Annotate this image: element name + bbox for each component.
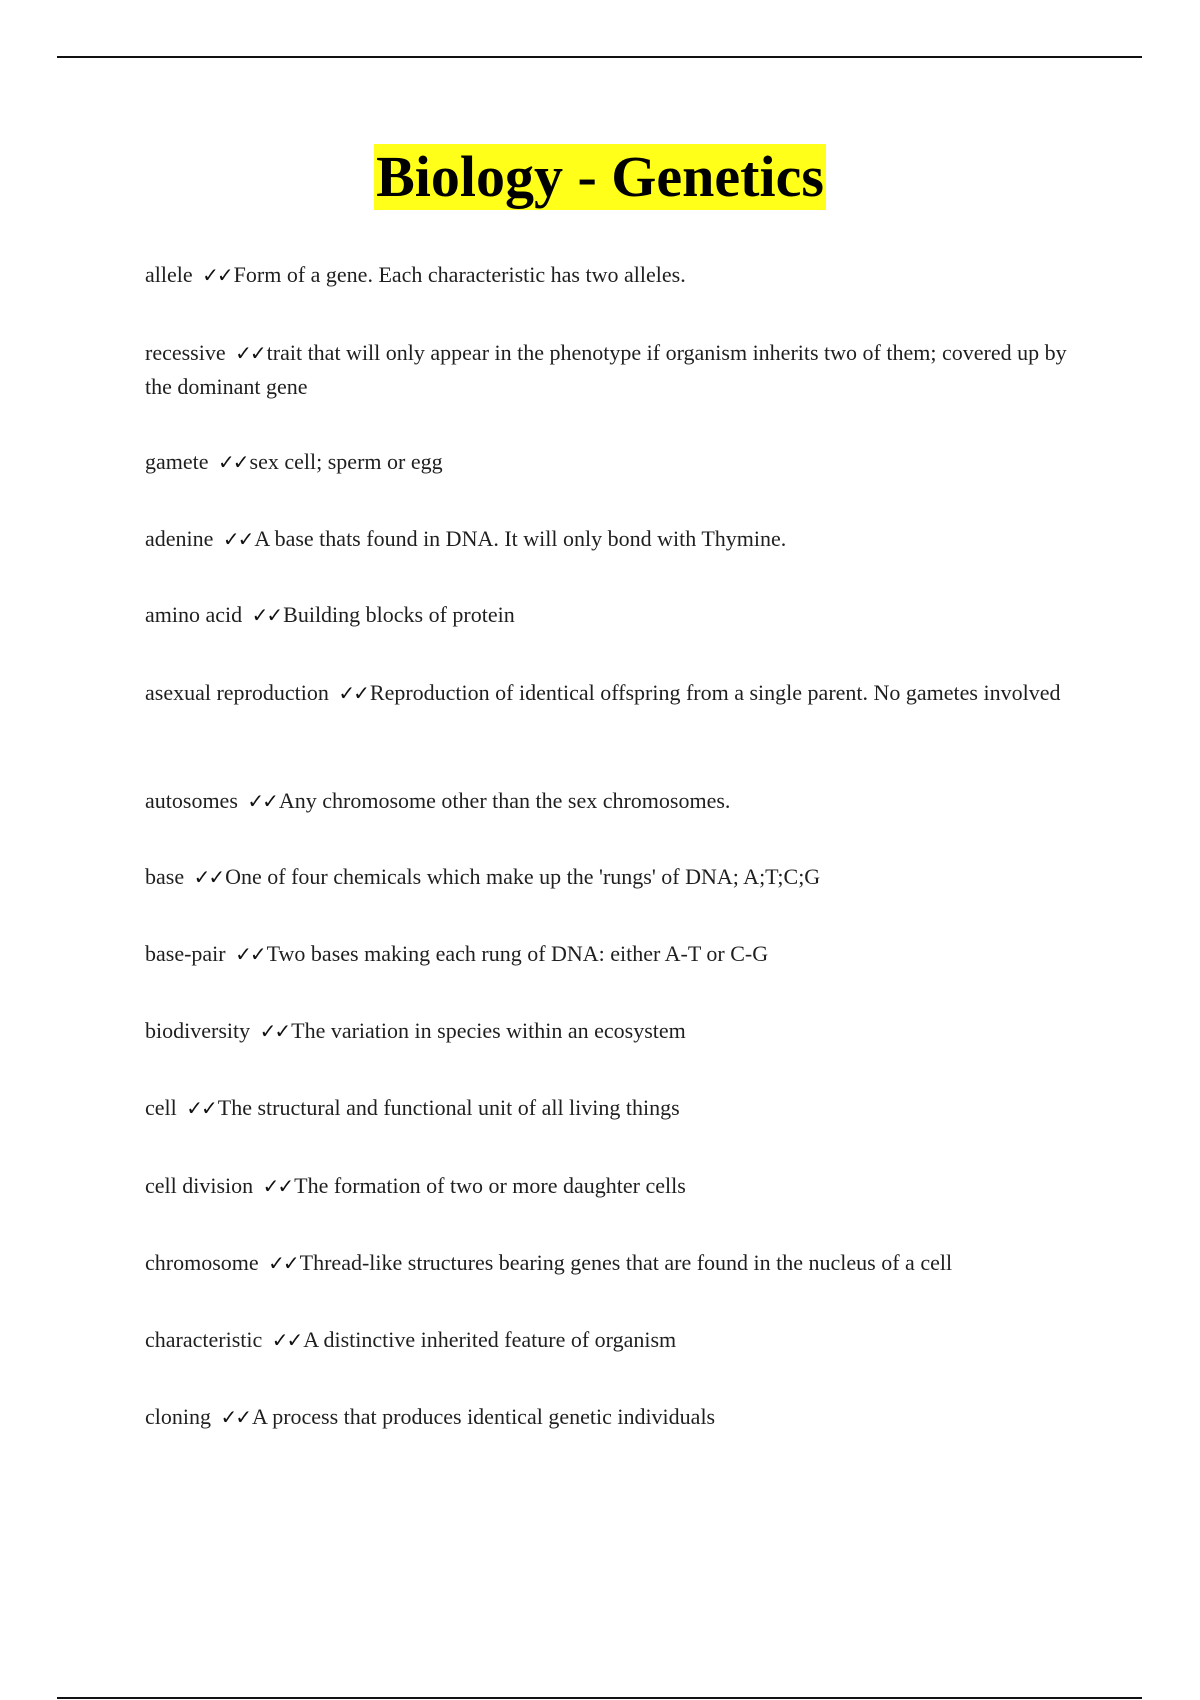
entry-definition: trait that will only appear in the phenotype if organism inherits two of them; covered up by the dominant gene [145, 340, 1067, 399]
double-check-icon: ✓✓ [220, 1405, 251, 1429]
entry-term: cell division [145, 1173, 259, 1198]
glossary-entry-cell-division [145, 1169, 1075, 1203]
glossary-entry-cell [145, 1091, 1075, 1125]
entry-definition: Form of a gene. Each characteristic has two alleles. [233, 262, 686, 287]
glossary-entry-chromosome [145, 1246, 1075, 1280]
glossary-entry-base [145, 860, 1075, 894]
double-check-icon: ✓✓ [251, 603, 282, 627]
double-check-icon: ✓✓ [271, 1328, 302, 1352]
glossary-entry-biodiversity [145, 1014, 1075, 1048]
entry-term: asexual reproduction [145, 680, 329, 705]
glossary-entry-gamete [145, 445, 1075, 479]
entry-definition: Any chromosome other than the sex chromosomes. [278, 788, 731, 813]
title-container [0, 144, 1200, 210]
entry-term: base [145, 864, 190, 889]
double-check-icon: ✓✓ [235, 942, 265, 966]
double-check-icon: ✓✓ [193, 865, 224, 889]
entry-definition: A base thats found in DNA. It will only bond with Thymine. [254, 526, 787, 551]
entry-definition: Reproduction of identical offspring from a single parent. No gametes involved [369, 680, 1061, 705]
entry-term: chromosome [145, 1250, 265, 1275]
entry-term: biodiversity [145, 1018, 256, 1043]
double-check-icon: ✓✓ [235, 341, 265, 365]
bottom-rule [57, 1697, 1142, 1699]
double-check-icon: ✓✓ [338, 681, 368, 705]
double-check-icon: ✓✓ [262, 1174, 293, 1198]
entry-term: adenine [145, 526, 214, 551]
glossary-entry-adenine [145, 522, 1075, 556]
entry-term: base-pair [145, 941, 232, 966]
entry-definition: One of four chemicals which make up the 'rungs' of DNA; A;T;C;G [225, 864, 821, 889]
double-check-icon: ✓✓ [186, 1096, 216, 1120]
double-check-icon: ✓✓ [247, 789, 277, 813]
entry-definition: Thread-like structures bearing genes that are found in the nucleus of a cell [299, 1250, 953, 1275]
entry-definition: The structural and functional unit of all living things [217, 1095, 680, 1120]
double-check-icon: ✓✓ [222, 527, 253, 551]
glossary-entry-cloning [145, 1400, 1075, 1434]
entry-term: cloning [145, 1404, 217, 1429]
glossary-entry-base-pair [145, 937, 1075, 971]
double-check-icon: ✓✓ [202, 263, 232, 287]
double-check-icon: ✓✓ [268, 1251, 298, 1275]
entry-term: recessive [145, 340, 226, 365]
glossary-entry-recessive [145, 336, 1075, 403]
double-check-icon: ✓✓ [218, 450, 248, 474]
page-title: Biology - Genetics [376, 144, 824, 209]
glossary-entry-characteristic [145, 1323, 1075, 1357]
entry-term: allele [145, 262, 193, 287]
entry-term: autosomes [145, 788, 238, 813]
glossary-entry-allele [145, 258, 1075, 292]
double-check-icon: ✓✓ [259, 1019, 290, 1043]
entry-term: cell [145, 1095, 183, 1120]
entry-definition: A process that produces identical genetic individuals [252, 1404, 716, 1429]
glossary-entry-amino-acid [145, 598, 1075, 632]
entry-definition: The formation of two or more daughter cells [294, 1173, 686, 1198]
top-rule [57, 56, 1142, 58]
glossary-entry-autosomes [145, 784, 1075, 818]
entry-definition: Two bases making each rung of DNA: either A-T or C-G [266, 941, 769, 966]
entry-term: amino acid [145, 602, 243, 627]
entry-definition: The variation in species within an ecosystem [291, 1018, 686, 1043]
entry-definition: A distinctive inherited feature of organism [303, 1327, 677, 1352]
glossary-entry-asexual-reproduction [145, 676, 1075, 710]
entry-term: characteristic [145, 1327, 268, 1352]
entry-definition: Building blocks of protein [283, 602, 515, 627]
entry-term: gamete [145, 449, 209, 474]
entry-definition: sex cell; sperm or egg [249, 449, 443, 474]
